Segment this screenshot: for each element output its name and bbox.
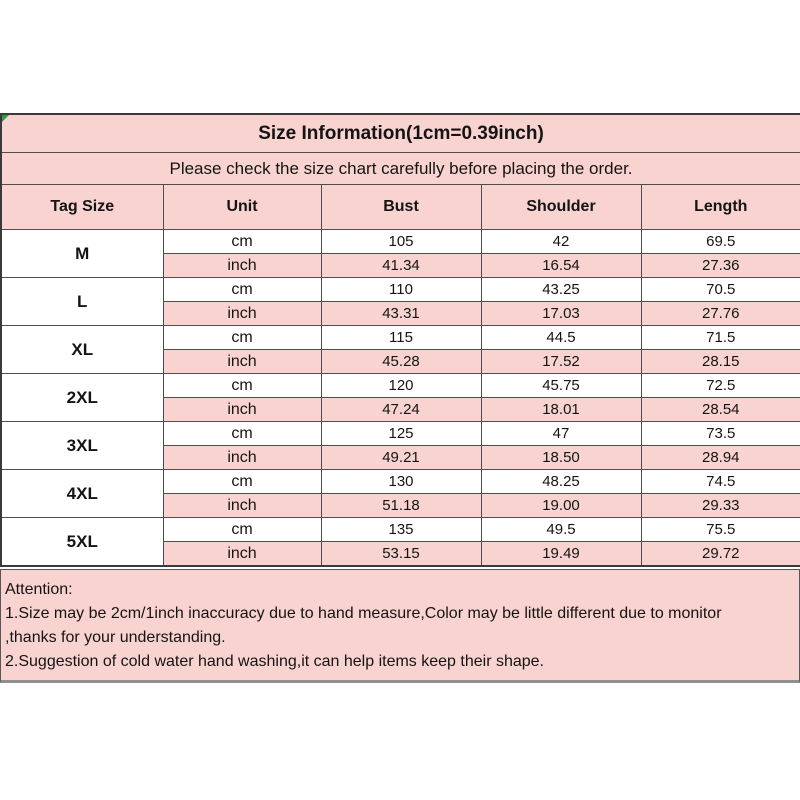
tag-size-4xl: 4XL <box>1 470 163 518</box>
table-row <box>1 230 800 254</box>
value-cell: 29.33 <box>641 494 800 518</box>
unit-cell: inch <box>163 398 321 422</box>
value-cell: 75.5 <box>641 518 800 542</box>
tag-size-5xl: 5XL <box>1 518 163 567</box>
value-cell: 19.00 <box>481 494 641 518</box>
unit-cell: inch <box>163 350 321 374</box>
unit-cell: inch <box>163 446 321 470</box>
value-cell: 69.5 <box>641 230 800 254</box>
unit-cell: inch <box>163 542 321 567</box>
header-length: Length <box>641 185 800 230</box>
value-cell: 74.5 <box>641 470 800 494</box>
value-cell: 72.5 <box>641 374 800 398</box>
value-cell: 16.54 <box>481 254 641 278</box>
attention-note <box>0 569 800 683</box>
tag-size-m: M <box>1 230 163 278</box>
size-table <box>0 113 800 567</box>
value-cell: 48.25 <box>481 470 641 494</box>
table-row <box>1 278 800 302</box>
unit-cell: cm <box>163 374 321 398</box>
value-cell: 29.72 <box>641 542 800 567</box>
table-row <box>1 470 800 494</box>
value-cell: 73.5 <box>641 422 800 446</box>
value-cell: 45.75 <box>481 374 641 398</box>
value-cell: 45.28 <box>321 350 481 374</box>
value-cell: 28.54 <box>641 398 800 422</box>
value-cell: 105 <box>321 230 481 254</box>
value-cell: 27.76 <box>641 302 800 326</box>
tag-size-2xl: 2XL <box>1 374 163 422</box>
value-cell: 125 <box>321 422 481 446</box>
value-cell: 47 <box>481 422 641 446</box>
table-subtitle: Please check the size chart carefully before placing the order. <box>1 153 800 185</box>
unit-cell: inch <box>163 494 321 518</box>
table-row <box>1 422 800 446</box>
table-header-row <box>1 185 800 230</box>
value-cell: 17.03 <box>481 302 641 326</box>
header-bust: Bust <box>321 185 481 230</box>
excel-corner-marker-icon <box>2 115 9 122</box>
value-cell: 135 <box>321 518 481 542</box>
value-cell: 110 <box>321 278 481 302</box>
size-chart-sheet <box>0 113 800 683</box>
unit-cell: cm <box>163 470 321 494</box>
table-row <box>1 374 800 398</box>
unit-cell: inch <box>163 302 321 326</box>
attention-line: 2.Suggestion of cold water hand washing,it can help items keep their shape. <box>5 653 544 670</box>
value-cell: 44.5 <box>481 326 641 350</box>
value-cell: 18.01 <box>481 398 641 422</box>
tag-size-l: L <box>1 278 163 326</box>
value-cell: 17.52 <box>481 350 641 374</box>
value-cell: 27.36 <box>641 254 800 278</box>
header-shoulder: Shoulder <box>481 185 641 230</box>
value-cell: 41.34 <box>321 254 481 278</box>
header-tag-size: Tag Size <box>1 185 163 230</box>
table-row <box>1 518 800 542</box>
tag-size-xl: XL <box>1 326 163 374</box>
value-cell: 130 <box>321 470 481 494</box>
unit-cell: cm <box>163 230 321 254</box>
value-cell: 19.49 <box>481 542 641 567</box>
value-cell: 49.5 <box>481 518 641 542</box>
tag-size-3xl: 3XL <box>1 422 163 470</box>
attention-line: 1.Size may be 2cm/1inch inaccuracy due to hand measure,Color may be little different due to monitor <box>5 605 722 622</box>
value-cell: 47.24 <box>321 398 481 422</box>
value-cell: 18.50 <box>481 446 641 470</box>
value-cell: 49.21 <box>321 446 481 470</box>
table-subtitle-row <box>1 153 800 185</box>
unit-cell: cm <box>163 422 321 446</box>
value-cell: 70.5 <box>641 278 800 302</box>
table-title: Size Information(1cm=0.39inch) <box>1 114 800 153</box>
unit-cell: cm <box>163 278 321 302</box>
value-cell: 43.31 <box>321 302 481 326</box>
unit-cell: cm <box>163 518 321 542</box>
value-cell: 28.15 <box>641 350 800 374</box>
value-cell: 43.25 <box>481 278 641 302</box>
value-cell: 51.18 <box>321 494 481 518</box>
value-cell: 71.5 <box>641 326 800 350</box>
unit-cell: cm <box>163 326 321 350</box>
value-cell: 53.15 <box>321 542 481 567</box>
value-cell: 115 <box>321 326 481 350</box>
table-row <box>1 326 800 350</box>
value-cell: 42 <box>481 230 641 254</box>
unit-cell: inch <box>163 254 321 278</box>
attention-line: ,thanks for your understanding. <box>5 629 226 646</box>
attention-heading: Attention: <box>5 581 73 598</box>
table-title-row <box>1 114 800 153</box>
header-unit: Unit <box>163 185 321 230</box>
value-cell: 28.94 <box>641 446 800 470</box>
value-cell: 120 <box>321 374 481 398</box>
